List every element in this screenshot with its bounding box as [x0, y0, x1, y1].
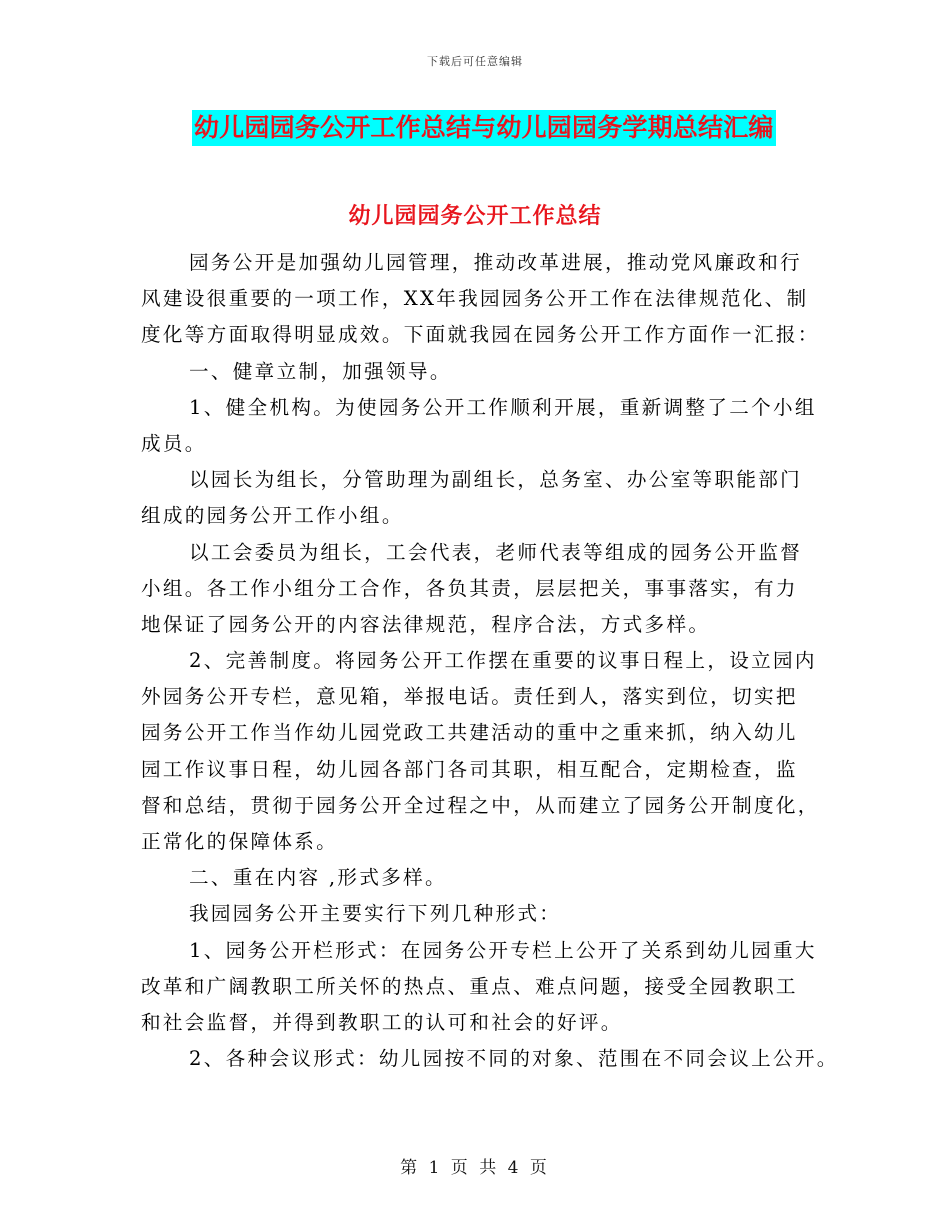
text-line: 2、各种会议形式：幼儿园按不同的对象、范围在不同会议上公开。 — [189, 1047, 839, 1071]
text-line: 二、重在内容 ,形式多样。 — [189, 866, 447, 890]
text-line: 督和总结，贯彻于园务公开全过程之中，从而建立了园务公开制度化， — [141, 793, 820, 817]
text-line: 园务公开工作当作幼儿园党政工共建活动的重中之重来抓，纳入幼儿 — [141, 721, 798, 745]
page-header-note: 下载后可任意编辑 — [427, 55, 523, 68]
text-line: 园务公开是加强幼儿园管理，推动改革进展，推动党风廉政和行 — [189, 251, 803, 274]
text-line: 1、健全机构。为使园务公开工作顺利开展，重新调整了二个小组 — [189, 395, 817, 419]
text-line: 园工作议事日程，幼儿园各部门各司其职，相互配合，定期检查，监 — [141, 757, 798, 781]
text-line: 地保证了园务公开的内容法律规范，程序合法，方式多样。 — [141, 612, 711, 636]
text-line: 外园务公开专栏，意见箱，举报电话。责任到人，落实到位，切实把 — [141, 685, 798, 709]
text-line: 风建设很重要的一项工作，XX年我园园务公开工作在法律规范化、制 — [141, 287, 809, 311]
document-title: 幼儿园园务公开工作总结与幼儿园园务学期总结汇编 — [192, 110, 776, 146]
text-line: 2、完善制度。将园务公开工作摆在重要的议事日程上，设立园内 — [189, 649, 817, 673]
text-line: 一、健章立制，加强领导。 — [189, 359, 452, 383]
text-line: 组成的园务公开工作小组。 — [141, 504, 404, 528]
text-line: 改革和广阔教职工所关怀的热点、重点、难点问题，接受全园教职工 — [141, 974, 798, 998]
text-line: 以园长为组长，分管助理为副组长，总务室、办公室等职能部门 — [189, 468, 803, 492]
page-footer: 第 1 页 共 4 页 — [400, 1158, 550, 1178]
section-title: 幼儿园园务公开工作总结 — [348, 203, 602, 229]
text-line: 和社会监督，并得到教职工的认可和社会的好评。 — [141, 1010, 623, 1034]
text-line: 小组。各工作小组分工合作，各负其责，层层把关，事事落实，有力 — [141, 576, 798, 600]
document-title-container — [192, 110, 802, 146]
text-line: 成员。 — [141, 431, 207, 455]
body-text — [141, 245, 839, 1077]
text-line: 以工会委员为组长，工会代表，老师代表等组成的园务公开监督 — [189, 540, 803, 564]
text-line: 1、园务公开栏形式：在园务公开专栏上公开了关系到幼儿园重大 — [189, 938, 817, 962]
text-line: 正常化的保障体系。 — [141, 830, 339, 853]
text-line: 度化等方面取得明显成效。下面就我园在园务公开工作方面作一汇报： — [141, 323, 820, 347]
text-line: 我园园务公开主要实行下列几种形式： — [189, 902, 562, 926]
